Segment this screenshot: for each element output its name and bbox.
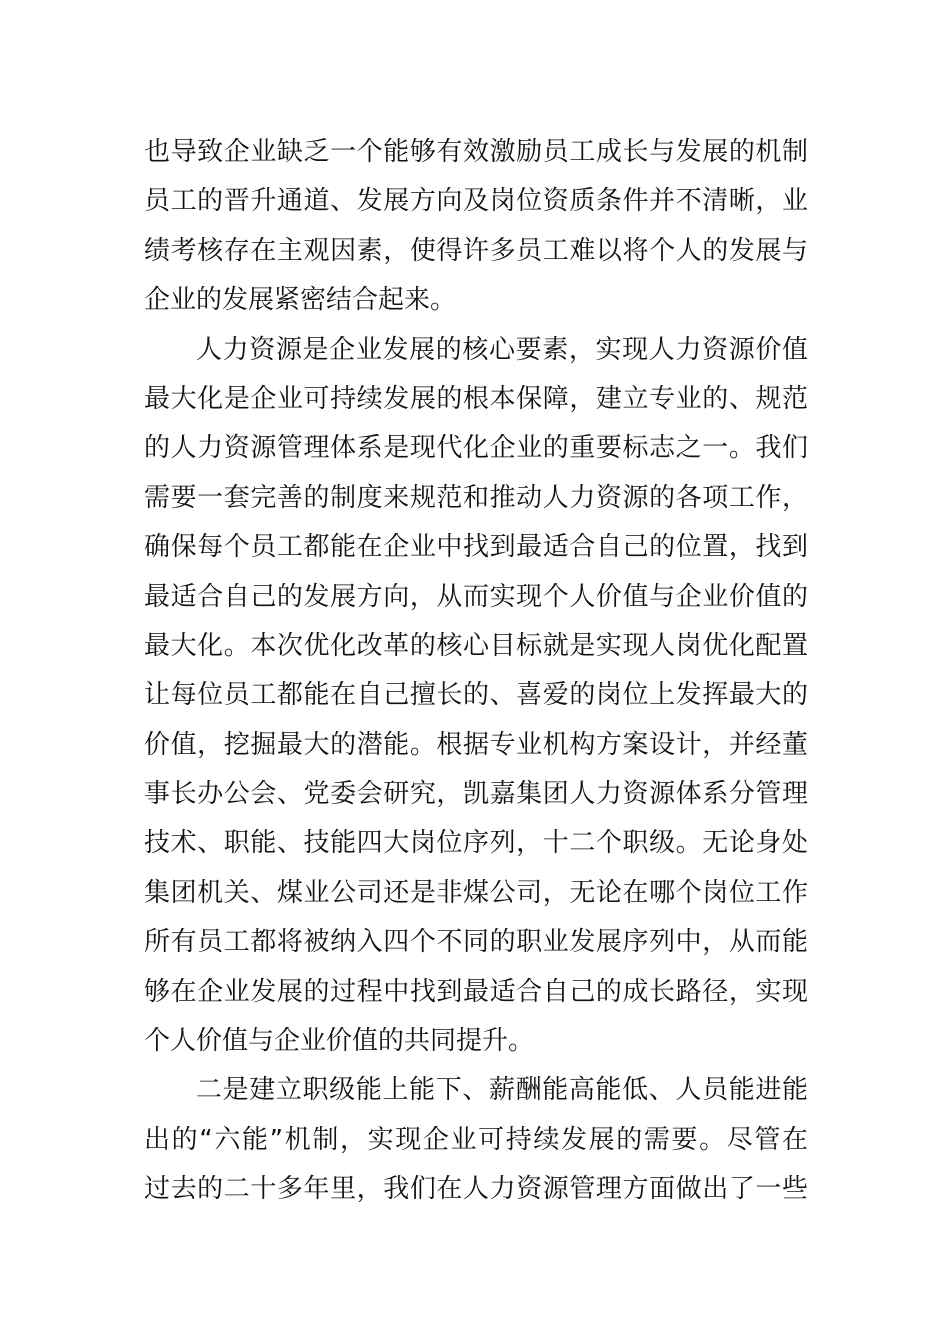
paragraph-3 <box>144 1066 808 1214</box>
paragraph-1 <box>144 128 808 326</box>
paragraph-2 <box>144 326 808 1067</box>
text-line: 员工的晋升通道、发展方向及岗位资质条件并不清晰，业 <box>144 186 808 217</box>
text-line: 的人力资源管理体系是现代化企业的重要标志之一。我们 <box>144 433 808 464</box>
text-line: 价值，挖掘最大的潜能。根据专业机构方案设计，并经董 <box>144 729 808 760</box>
text-line: 也导致企业缺乏一个能够有效激励员工成长与发展的机制 <box>144 137 808 167</box>
text-line: 够在企业发展的过程中找到最适合自己的成长路径，实现 <box>144 976 808 1007</box>
text-line: 事长办公会、党委会研究，凯嘉集团人力资源体系分管理 <box>144 779 808 810</box>
text-line: 技术、职能、技能四大岗位序列，十二个职级。无论身处 <box>144 828 808 859</box>
text-line: 所有员工都将被纳入四个不同的职业发展序列中，从而能 <box>144 927 808 958</box>
text-line: 最大化。本次优化改革的核心目标就是实现人岗优化配置 <box>144 630 808 661</box>
text-line: 确保每个员工都能在企业中找到最适合自己的位置，找到 <box>144 532 808 563</box>
text-line: 最大化是企业可持续发展的根本保障，建立专业的、规范 <box>144 383 808 414</box>
text-line: 企业的发展紧密结合起来。 <box>144 285 457 316</box>
text-line: 让每位员工都能在自己擅长的、喜爱的岗位上发挥最大的 <box>144 680 808 711</box>
text-line: 过去的二十多年里，我们在人力资源管理方面做出了一些 <box>144 1174 808 1205</box>
text-line: 最适合自己的发展方向，从而实现个人价值与企业价值的 <box>144 581 808 612</box>
text-line: 人力资源是企业发展的核心要素，实现人力资源价值 <box>196 334 808 365</box>
text-line: 绩考核存在主观因素，使得许多员工难以将个人的发展与 <box>144 235 808 266</box>
text-line: 需要一套完善的制度来规范和推动人力资源的各项工作， <box>144 482 808 513</box>
text-line: 集团机关、煤业公司还是非煤公司，无论在哪个岗位工作 <box>144 877 808 908</box>
text-line: 二是建立职级能上能下、薪酬能高能低、人员能进能 <box>196 1075 808 1106</box>
text-line: 个人价值与企业价值的共同提升。 <box>144 1026 535 1057</box>
text-line: 出的“六能”机制，实现企业可持续发展的需要。尽管在 <box>144 1124 808 1155</box>
body-text <box>144 128 808 1215</box>
